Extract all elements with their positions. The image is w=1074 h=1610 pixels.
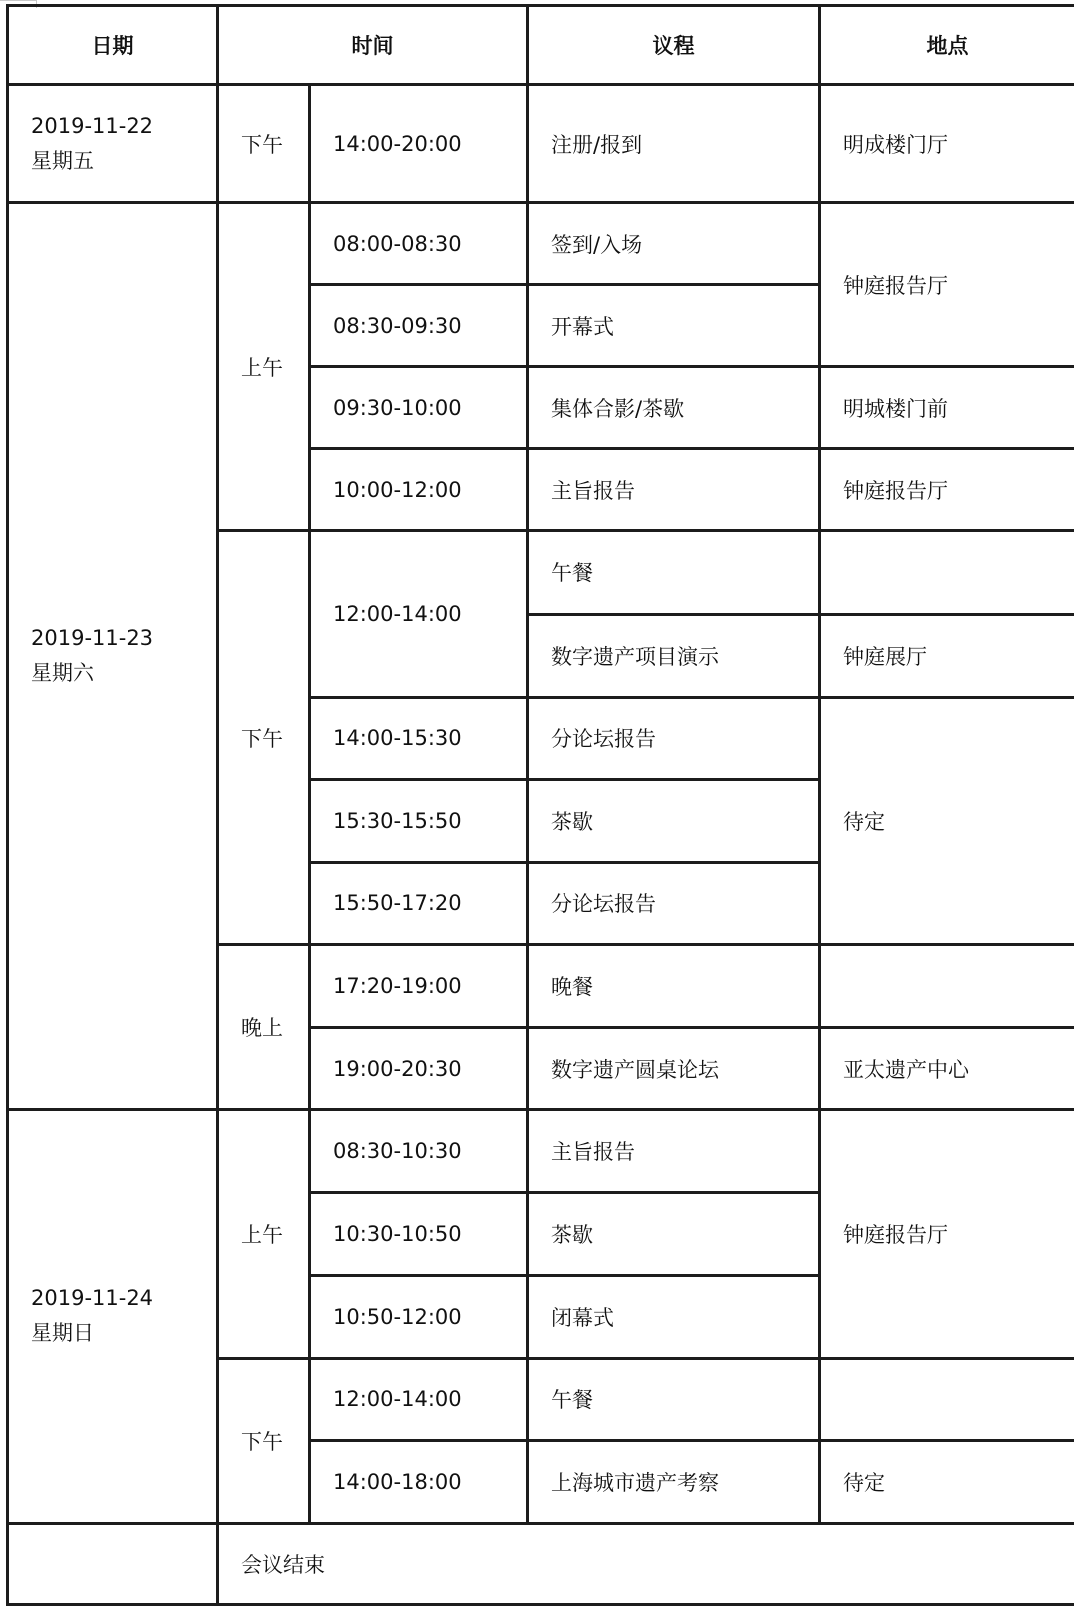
location-cell	[820, 1358, 1074, 1440]
agenda-cell: 数字遗产项目演示	[528, 614, 820, 697]
location-cell: 待定	[820, 697, 1074, 944]
agenda-cell: 茶歇	[528, 1193, 820, 1276]
location-cell: 钟庭报告厅	[820, 1110, 1074, 1358]
agenda-cell: 晚餐	[528, 944, 820, 1027]
period-cell: 晚上	[218, 944, 310, 1109]
table-row-conclusion	[8, 1523, 1074, 1604]
agenda-cell: 主旨报告	[528, 1110, 820, 1193]
date-cell-day3	[8, 1110, 218, 1524]
time-cell: 08:30-10:30	[310, 1110, 528, 1193]
location-cell: 钟庭报告厅	[820, 203, 1074, 367]
header-agenda: 议程	[528, 6, 820, 85]
period-cell: 下午	[218, 531, 310, 945]
agenda-cell: 分论坛报告	[528, 862, 820, 944]
weekday-text: 星期六	[31, 661, 94, 686]
time-cell: 09:30-10:00	[310, 367, 528, 449]
location-cell	[820, 531, 1074, 614]
header-time: 时间	[218, 6, 528, 85]
time-cell: 10:50-12:00	[310, 1276, 528, 1358]
table-header-row	[8, 6, 1074, 85]
location-cell: 明城楼门前	[820, 367, 1074, 449]
conclusion-cell: 会议结束	[218, 1523, 1074, 1604]
agenda-cell: 注册/报到	[528, 85, 820, 203]
header-date: 日期	[8, 6, 218, 85]
period-cell: 上午	[218, 1110, 310, 1358]
weekday-text: 星期五	[31, 148, 94, 173]
time-cell: 08:30-09:30	[310, 285, 528, 367]
time-cell: 12:00-14:00	[310, 1358, 528, 1440]
location-cell	[820, 944, 1074, 1027]
agenda-cell: 签到/入场	[528, 203, 820, 285]
agenda-cell: 闭幕式	[528, 1276, 820, 1358]
time-cell: 08:00-08:30	[310, 203, 528, 285]
date-text: 2019-11-23	[31, 626, 154, 651]
agenda-cell: 茶歇	[528, 779, 820, 862]
period-cell: 下午	[218, 1358, 310, 1523]
header-location: 地点	[820, 6, 1074, 85]
agenda-cell: 数字遗产圆桌论坛	[528, 1028, 820, 1110]
time-cell: 15:50-17:20	[310, 862, 528, 944]
time-cell: 10:00-12:00	[310, 449, 528, 531]
table-row	[8, 1110, 1074, 1193]
time-cell: 17:20-19:00	[310, 944, 528, 1027]
conference-agenda-table	[6, 4, 1074, 1606]
date-cell-blank	[8, 1523, 218, 1604]
date-cell-day1	[8, 85, 218, 203]
agenda-cell: 分论坛报告	[528, 697, 820, 779]
time-cell: 10:30-10:50	[310, 1193, 528, 1276]
period-cell: 上午	[218, 203, 310, 531]
location-cell: 待定	[820, 1440, 1074, 1523]
agenda-cell: 午餐	[528, 531, 820, 614]
agenda-cell: 开幕式	[528, 285, 820, 367]
agenda-cell: 集体合影/茶歇	[528, 367, 820, 449]
location-cell: 明成楼门厅	[820, 85, 1074, 203]
time-cell: 19:00-20:30	[310, 1028, 528, 1110]
table-row	[8, 85, 1074, 203]
location-cell: 钟庭展厅	[820, 614, 1074, 697]
time-cell: 15:30-15:50	[310, 779, 528, 862]
agenda-cell: 午餐	[528, 1358, 820, 1440]
location-cell: 钟庭报告厅	[820, 449, 1074, 531]
time-cell: 14:00-18:00	[310, 1440, 528, 1523]
weekday-text: 星期日	[31, 1321, 94, 1346]
time-cell: 12:00-14:00	[310, 531, 528, 697]
table-row	[8, 203, 1074, 285]
location-cell: 亚太遗产中心	[820, 1028, 1074, 1110]
date-text: 2019-11-24	[31, 1286, 154, 1311]
date-cell-day2	[8, 203, 218, 1110]
date-text: 2019-11-22	[31, 113, 154, 138]
time-cell: 14:00-15:30	[310, 697, 528, 779]
agenda-cell: 上海城市遗产考察	[528, 1440, 820, 1523]
period-cell: 下午	[218, 85, 310, 203]
time-cell: 14:00-20:00	[310, 85, 528, 203]
agenda-cell: 主旨报告	[528, 449, 820, 531]
